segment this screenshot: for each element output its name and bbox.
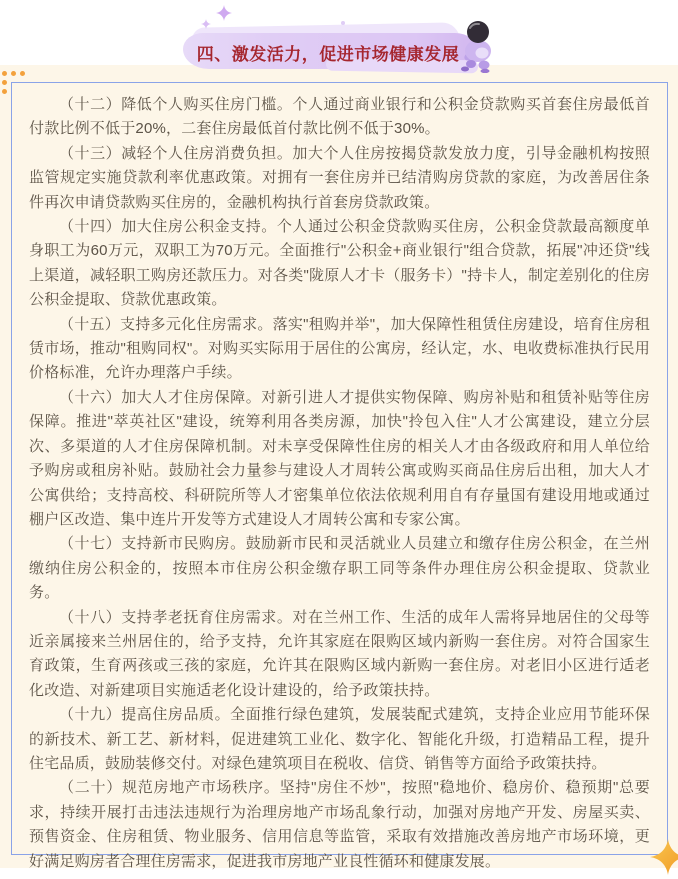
policy-paragraph: （十二）降低个人购买住房门槛。个人通过商业银行和公积金贷款购买首套住房最低首付款比例不低于20%，二套住房最低首付款比例不低于30%。 xyxy=(29,96,650,138)
header-banner xyxy=(0,0,678,82)
sparkle-icon xyxy=(216,5,232,21)
sparkle-icon xyxy=(201,19,211,29)
section-title: 四、激发活力，促进市场健康发展 xyxy=(196,45,460,64)
astronaut-icon xyxy=(456,19,498,73)
corner-star-icon xyxy=(650,839,678,875)
policy-paragraph: （十九）提高住房品质。全面推行绿色建筑，发展装配式建筑，支持企业应用节能环保的新技术、新工艺、新材料，促进建筑工业化、数字化、智能化升级，打造精品工程，提升住宅品质，鼓励装修交付。对绿色建筑项目在税收、信贷、销售等方面给予政策扶持。 xyxy=(29,706,650,772)
policy-paragraph: （二十）规范房地产市场秩序。坚持"房住不炒"，按照"稳地价、稳房价、稳预期"总要求，持续开展打击违法违规行为治理房地产市场乱象行动，加强对房地产开发、房屋买卖、预售资金、住房租赁、物业服务、信用信息等监管，采取有效措施改善房地产市场环境，更好满足购房者合理住房需求，促进我市房地产业良性循环和健康发展。 xyxy=(29,779,650,870)
policy-paragraph: （十八）支持孝老抚育住房需求。对在兰州工作、生活的成年人需将异地居住的父母等近亲属接来兰州居住的，给予支持，允许其家庭在限购区域内新购一套住房。对符合国家生育政策，生育两孩或三孩的家庭，允许其在限购区域内新购一套住房。对老旧小区进行适老化改造、对新建项目实施适老化设计建设的，给予政策扶持。 xyxy=(29,608,650,699)
policy-content-box xyxy=(11,82,668,870)
policy-paragraph: （十五）支持多元化住房需求。落实"租购并举"，加大保障性租赁住房建设，培育住房租赁市场，推动"租购同权"。对购买实际用于居住的公寓房，经认定，水、电收费标准执行民用价格标准，允许办理落户手续。 xyxy=(29,315,650,382)
sparkle-dot xyxy=(341,21,345,25)
policy-paragraph: （十六）加大人才住房保障。对新引进人才提供实物保障、购房补贴和租赁补贴等住房保障。推进"萃英社区"建设，统筹利用各类房源，加快"拎包入住"人才公寓建设，建立分层次、多渠道的人才住房保障机制。对未享受保障性住房的相关人才由各级政府和用人单位给予购房或租房补贴。鼓励社会力量参与建设人才周转公寓或购买商品住房后出租，加大人才公寓供给；支持高校、科研院所等人才密集单位依法依规利用自有存量国有建设用地或通过棚户区改造、集中连片开发等方式建设人才周转公寓和专家公寓。 xyxy=(29,388,650,528)
policy-paragraph: （十七）支持新市民购房。鼓励新市民和灵活就业人员建立和缴存住房公积金，在兰州缴纳住房公积金的，按照本市住房公积金缴存职工同等条件办理住房公积金提取、贷款业务。 xyxy=(29,535,650,602)
policy-paragraph: （十三）减轻个人住房消费负担。加大个人住房按揭贷款发放力度，引导金融机构按照监管规定实施贷款利率优惠政策。对拥有一套住房并已结清购房贷款的家庭，为改善居住条件再次申请贷款购买住房的，金融机构执行首套房贷款政策。 xyxy=(29,144,650,211)
policy-paragraph: （十四）加大住房公积金支持。个人通过公积金贷款购买住房，公积金贷款最高额度单身职工为60万元，双职工为70万元。全面推行"公积金+商业银行"组合贷款，拓展"冲还贷"线上渠道，减轻职工购房还款压力。对各类"陇原人才卡（服务卡）"持卡人，制定差别化的住房公积金提取、贷款优惠政策。 xyxy=(29,218,650,309)
